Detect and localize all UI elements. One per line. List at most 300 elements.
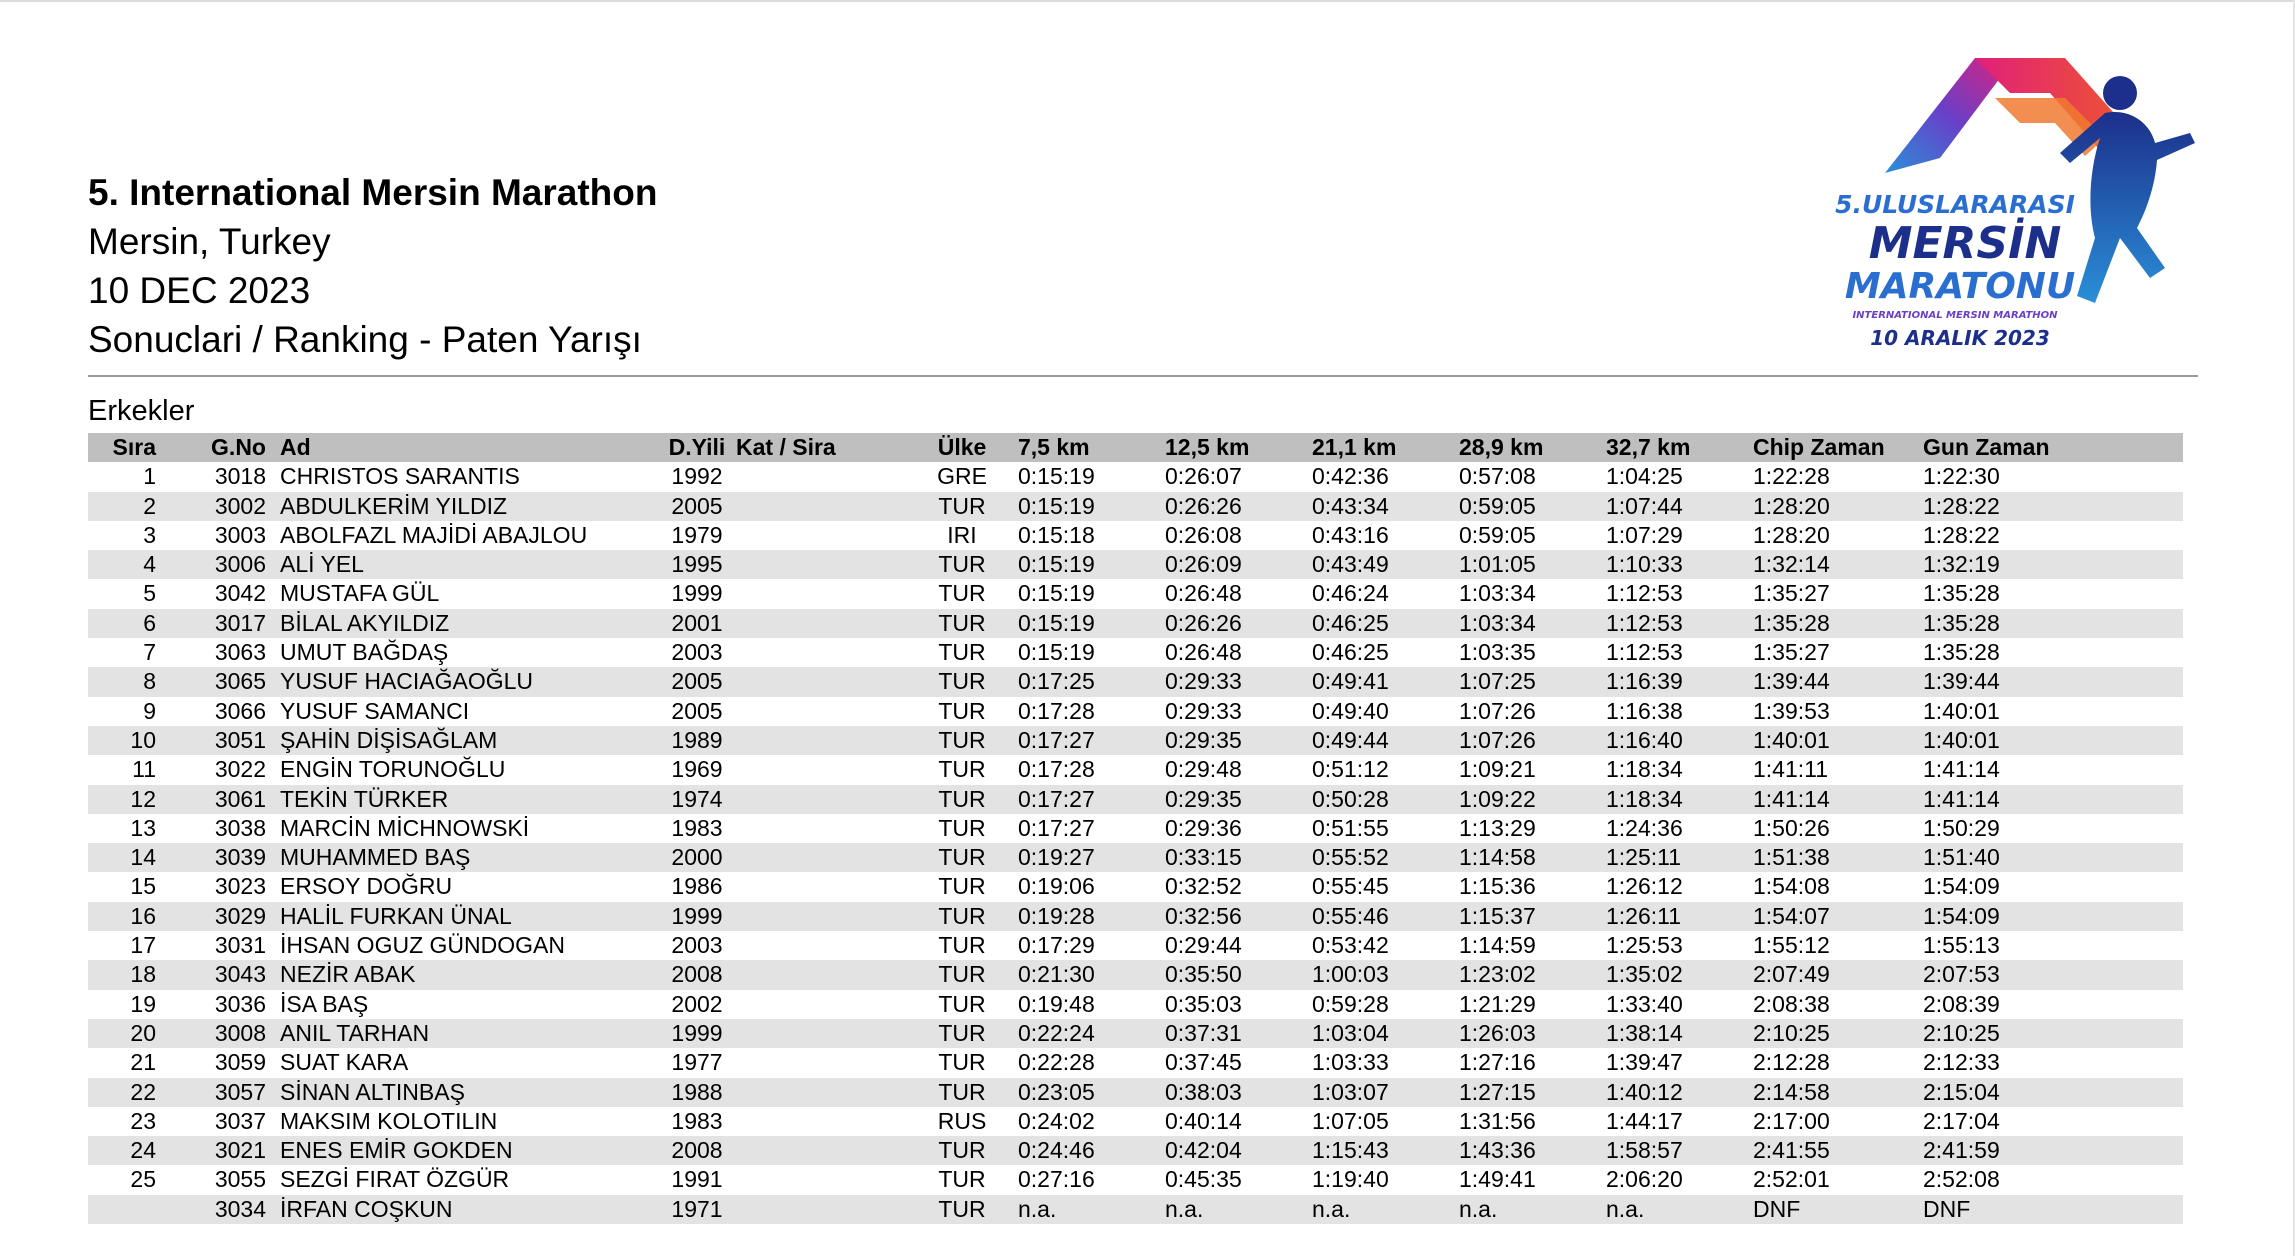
table-row: [88, 755, 2183, 784]
table-row: [88, 931, 2183, 960]
col-category: [736, 609, 906, 638]
col-chip-time: 2:07:49: [1753, 961, 1830, 988]
table-row: [88, 872, 2183, 901]
col-rank: 15: [130, 873, 156, 900]
col-split-12-5: 0:42:04: [1165, 1137, 1242, 1164]
col-split-28-9: 1:31:56: [1459, 1107, 1536, 1134]
table-row: [88, 638, 2183, 667]
col-rank: 20: [130, 1019, 156, 1046]
col-gun-time: 2:17:04: [1923, 1107, 2000, 1134]
col-gun-time: 1:55:13: [1923, 932, 2000, 959]
col-rank: 21: [130, 1049, 156, 1076]
col-name: SUAT KARA: [280, 1049, 409, 1076]
col-split-12-5: 0:26:09: [1165, 551, 1242, 578]
col-name: ABOLFAZL MAJİDİ ABAJLOU: [280, 521, 588, 548]
col-category: [736, 1019, 906, 1048]
col-split-7-5: 0:24:46: [1018, 1137, 1095, 1164]
col-chip-time: 1:28:20: [1753, 521, 1830, 548]
col-split-7-5: 0:24:02: [1018, 1107, 1095, 1134]
col-gun-time: 2:08:39: [1923, 990, 2000, 1017]
col-birth-year: 2000: [671, 844, 723, 871]
col-birth-year-header: D.Yili: [668, 434, 726, 460]
col-birth-year: 1992: [671, 463, 723, 490]
col-split-12-5: 0:26:08: [1165, 521, 1242, 548]
col-country: TUR: [938, 1019, 986, 1046]
col-rank-header: Sıra: [112, 434, 156, 460]
col-split-7-5: 0:15:19: [1018, 492, 1095, 519]
col-country: TUR: [938, 1166, 986, 1193]
col-rank: 2: [143, 492, 156, 519]
col-category: [736, 843, 906, 872]
col-chip-time: 2:12:28: [1753, 1049, 1830, 1076]
col-split-12-5: 0:26:07: [1165, 463, 1242, 490]
col-split-32-7: 1:07:29: [1606, 521, 1683, 548]
col-country: TUR: [938, 990, 986, 1017]
col-name: MUHAMMED BAŞ: [280, 844, 471, 871]
col-split-12-5: 0:26:48: [1165, 580, 1242, 607]
col-split-12-5: 0:29:33: [1165, 697, 1242, 724]
col-birth-year: 1969: [671, 756, 723, 783]
col-category: [736, 1165, 906, 1194]
col-country: IRI: [947, 521, 977, 548]
table-row: [88, 609, 2183, 638]
col-split-28-9: n.a.: [1459, 1195, 1498, 1222]
col-split-21-1: 0:43:49: [1312, 551, 1389, 578]
col-split-32-7: 1:12:53: [1606, 639, 1683, 666]
col-bib: 3017: [214, 609, 266, 636]
col-split-21-1: 0:51:55: [1312, 814, 1389, 841]
col-birth-year: 1988: [671, 1078, 723, 1105]
col-bib: 3065: [214, 668, 266, 695]
col-split-7-5: 0:15:19: [1018, 639, 1095, 666]
col-rank: 23: [130, 1107, 156, 1134]
col-gun-time: 2:52:08: [1923, 1166, 2000, 1193]
col-category: [736, 726, 906, 755]
col-name: NEZİR ABAK: [280, 961, 416, 988]
col-rank: 25: [130, 1166, 156, 1193]
col-gun-time: DNF: [1923, 1195, 1971, 1222]
col-split-21-1: 0:53:42: [1312, 932, 1389, 959]
col-split-21-1: 1:00:03: [1312, 961, 1389, 988]
col-bib: 3039: [214, 844, 266, 871]
col-split-32-7: 1:18:34: [1606, 756, 1683, 783]
col-split-28-9: 1:15:37: [1459, 902, 1536, 929]
col-split-32-7: 1:26:12: [1606, 873, 1683, 900]
col-chip-time: 2:14:58: [1753, 1078, 1830, 1105]
col-split-12-5: 0:35:50: [1165, 961, 1242, 988]
col-split-12-5: 0:29:48: [1165, 756, 1242, 783]
col-birth-year: 2008: [671, 961, 723, 988]
col-gun-time: 1:32:19: [1923, 551, 2000, 578]
col-rank: 19: [130, 990, 156, 1017]
col-split-21-1: n.a.: [1312, 1195, 1351, 1222]
col-name: ALİ YEL: [280, 551, 364, 578]
col-birth-year: 1999: [671, 1019, 723, 1046]
col-split-32-7: n.a.: [1606, 1195, 1645, 1222]
col-category: [736, 697, 906, 726]
col-category: [736, 1048, 906, 1077]
col-category: [736, 1195, 906, 1224]
col-category: [736, 1107, 906, 1136]
col-chip-time: 1:35:27: [1753, 580, 1830, 607]
col-split-12-5: 0:37:31: [1165, 1019, 1242, 1046]
col-category: [736, 1136, 906, 1165]
col-gun-time: 2:12:33: [1923, 1049, 2000, 1076]
col-gun-time: 2:41:59: [1923, 1137, 2000, 1164]
table-row: [88, 990, 2183, 1019]
col-split-21-1: 0:55:52: [1312, 844, 1389, 871]
col-split-7-5-header: 7,5 km: [1018, 434, 1090, 460]
col-name: SİNAN ALTINBAŞ: [280, 1078, 465, 1105]
col-split-28-9: 1:09:21: [1459, 756, 1536, 783]
col-split-32-7: 1:40:12: [1606, 1078, 1683, 1105]
col-split-32-7: 1:39:47: [1606, 1049, 1683, 1076]
col-split-12-5: 0:33:15: [1165, 844, 1242, 871]
col-country: TUR: [938, 814, 986, 841]
col-bib: 3021: [214, 1137, 266, 1164]
col-split-28-9: 1:21:29: [1459, 990, 1536, 1017]
col-country: TUR: [938, 639, 986, 666]
table-row: [88, 726, 2183, 755]
col-split-28-9: 1:03:34: [1459, 609, 1536, 636]
col-gun-time: 1:39:44: [1923, 668, 2000, 695]
col-category: [736, 638, 906, 667]
col-chip-time: 1:39:44: [1753, 668, 1830, 695]
col-split-32-7: 1:12:53: [1606, 580, 1683, 607]
col-birth-year: 2003: [671, 932, 723, 959]
col-bib: 3066: [214, 697, 266, 724]
col-name-header: Ad: [280, 434, 311, 460]
col-split-21-1: 0:55:46: [1312, 902, 1389, 929]
col-category: [736, 755, 906, 784]
col-name: ENES EMİR GOKDEN: [280, 1137, 513, 1164]
col-chip-time: 1:35:28: [1753, 609, 1830, 636]
col-chip-time: 1:39:53: [1753, 697, 1830, 724]
col-split-28-9: 1:13:29: [1459, 814, 1536, 841]
col-country: TUR: [938, 873, 986, 900]
col-split-12-5: 0:29:36: [1165, 814, 1242, 841]
col-rank: 16: [130, 902, 156, 929]
col-split-21-1: 1:03:33: [1312, 1049, 1389, 1076]
col-bib: 3002: [214, 492, 266, 519]
col-category: [736, 902, 906, 931]
col-split-28-9-header: 28,9 km: [1459, 434, 1544, 460]
col-split-21-1: 0:49:41: [1312, 668, 1389, 695]
col-split-28-9: 1:27:16: [1459, 1049, 1536, 1076]
col-country: TUR: [938, 609, 986, 636]
col-name: YUSUF SAMANCI: [280, 697, 470, 724]
col-bib: 3059: [214, 1049, 266, 1076]
results-header: [88, 168, 657, 364]
col-split-21-1: 1:07:05: [1312, 1107, 1389, 1134]
col-country: TUR: [938, 1049, 986, 1076]
col-category: [736, 990, 906, 1019]
col-bib: 3055: [214, 1166, 266, 1193]
col-rank: 13: [130, 814, 156, 841]
col-split-32-7: 1:04:25: [1606, 463, 1683, 490]
col-split-28-9: 1:23:02: [1459, 961, 1536, 988]
col-split-12-5-header: 12,5 km: [1165, 434, 1250, 460]
col-split-7-5: 0:17:25: [1018, 668, 1095, 695]
col-category: [736, 814, 906, 843]
col-split-7-5: 0:19:28: [1018, 902, 1095, 929]
col-chip-time: 2:08:38: [1753, 990, 1830, 1017]
col-country: RUS: [937, 1107, 987, 1134]
col-split-12-5: 0:26:48: [1165, 639, 1242, 666]
col-split-7-5: 0:17:28: [1018, 756, 1095, 783]
col-split-7-5: 0:19:48: [1018, 990, 1095, 1017]
col-country: TUR: [938, 580, 986, 607]
col-split-28-9: 1:26:03: [1459, 1019, 1536, 1046]
table-row: [88, 785, 2183, 814]
col-birth-year: 1974: [671, 785, 723, 812]
results-table-header: [88, 433, 2183, 462]
col-rank: 12: [130, 785, 156, 812]
table-row: [88, 902, 2183, 931]
col-name: CHRISTOS SARANTIS: [280, 463, 520, 490]
col-birth-year: 1995: [671, 551, 723, 578]
col-split-7-5: 0:17:27: [1018, 785, 1095, 812]
col-split-28-9: 1:07:26: [1459, 726, 1536, 753]
col-name: ERSOY DOĞRU: [280, 873, 453, 900]
logo-text-line3: MARATONU: [1844, 266, 2076, 307]
col-birth-year: 2003: [671, 639, 723, 666]
col-rank: 1: [143, 463, 156, 490]
col-split-32-7: 1:26:11: [1606, 902, 1682, 929]
col-split-7-5: 0:15:19: [1018, 551, 1095, 578]
col-split-12-5: 0:40:14: [1165, 1107, 1242, 1134]
col-split-32-7: 1:44:17: [1606, 1107, 1683, 1134]
col-split-12-5: 0:29:33: [1165, 668, 1242, 695]
col-rank: 9: [143, 697, 156, 724]
col-split-32-7: 1:24:36: [1606, 814, 1683, 841]
col-chip-time: DNF: [1753, 1195, 1801, 1222]
col-bib: 3003: [214, 521, 266, 548]
col-chip-time: 2:10:25: [1753, 1019, 1830, 1046]
col-bib: 3034: [214, 1195, 266, 1222]
col-birth-year: 2008: [671, 1137, 723, 1164]
col-split-21-1: 0:49:40: [1312, 697, 1389, 724]
col-gun-time: 1:41:14: [1923, 756, 2000, 783]
col-split-21-1: 0:46:24: [1312, 580, 1389, 607]
col-split-7-5: 0:22:24: [1018, 1019, 1095, 1046]
table-row: [88, 697, 2183, 726]
col-split-12-5: 0:29:44: [1165, 932, 1242, 959]
col-split-32-7-header: 32,7 km: [1606, 434, 1691, 460]
col-birth-year: 2005: [671, 668, 723, 695]
col-split-21-1: 0:59:28: [1312, 990, 1389, 1017]
col-category: [736, 521, 906, 550]
col-rank: 22: [130, 1078, 156, 1105]
col-bib: 3022: [214, 756, 266, 783]
col-split-32-7: 1:38:14: [1606, 1019, 1683, 1046]
header-divider: [88, 375, 2198, 377]
col-gun-time: 1:28:22: [1923, 492, 2000, 519]
col-split-12-5: 0:26:26: [1165, 492, 1242, 519]
col-split-28-9: 1:49:41: [1459, 1166, 1536, 1193]
results-table: [88, 433, 2183, 1224]
col-name: ENGİN TORUNOĞLU: [280, 756, 506, 783]
col-name: HALİL FURKAN ÜNAL: [280, 902, 512, 929]
col-category: [736, 872, 906, 901]
col-country: TUR: [938, 785, 986, 812]
col-gun-time-header: Gun Zaman: [1923, 434, 2050, 460]
col-split-7-5: 0:23:05: [1018, 1078, 1095, 1105]
col-split-28-9: 1:09:22: [1459, 785, 1536, 812]
table-row: [88, 1078, 2183, 1107]
table-row: [88, 462, 2183, 491]
col-split-7-5: 0:17:27: [1018, 726, 1095, 753]
col-split-32-7: 1:12:53: [1606, 609, 1683, 636]
event-location: Mersin, Turkey: [88, 221, 331, 262]
col-gun-time: 2:07:53: [1923, 961, 2000, 988]
table-row: [88, 1048, 2183, 1077]
col-gun-time: 1:41:14: [1923, 785, 2000, 812]
table-row: [88, 843, 2183, 872]
col-birth-year: 1983: [671, 814, 723, 841]
col-gun-time: 1:54:09: [1923, 902, 2000, 929]
col-split-32-7: 1:18:34: [1606, 785, 1683, 812]
col-chip-time: 1:22:28: [1753, 463, 1830, 490]
col-birth-year: 1989: [671, 726, 723, 753]
col-category: [736, 550, 906, 579]
table-row: [88, 1136, 2183, 1165]
col-birth-year: 1979: [671, 521, 723, 548]
col-chip-time: 1:50:26: [1753, 814, 1830, 841]
col-birth-year: 1999: [671, 902, 723, 929]
col-bib: 3037: [214, 1107, 266, 1134]
table-row: [88, 492, 2183, 521]
col-split-12-5: 0:35:03: [1165, 990, 1242, 1017]
col-gun-time: 1:50:29: [1923, 814, 2000, 841]
col-split-28-9: 0:59:05: [1459, 492, 1536, 519]
col-name: İRFAN COŞKUN: [280, 1195, 453, 1222]
col-split-12-5: 0:37:45: [1165, 1049, 1242, 1076]
col-country: TUR: [938, 551, 986, 578]
col-split-28-9: 1:14:58: [1459, 844, 1536, 871]
table-row: [88, 1107, 2183, 1136]
col-split-7-5: 0:17:27: [1018, 814, 1095, 841]
col-split-28-9: 1:07:25: [1459, 668, 1536, 695]
col-birth-year: 2005: [671, 697, 723, 724]
col-bib: 3057: [214, 1078, 266, 1105]
col-birth-year: 1971: [671, 1195, 723, 1222]
col-name: ABDULKERİM YILDIZ: [280, 492, 508, 519]
col-split-28-9: 0:59:05: [1459, 521, 1536, 548]
col-bib: 3031: [214, 932, 266, 959]
logo-text-line5: 10 ARALIK 2023: [1870, 326, 2050, 350]
col-bib: 3043: [214, 961, 266, 988]
col-gun-time: 2:15:04: [1923, 1078, 2000, 1105]
col-country: TUR: [938, 492, 986, 519]
col-split-12-5: 0:45:35: [1165, 1166, 1242, 1193]
col-name: YUSUF HACIAĞAOĞLU: [280, 668, 534, 695]
col-birth-year: 2005: [671, 492, 723, 519]
col-category: [736, 960, 906, 989]
col-country: TUR: [938, 668, 986, 695]
col-gun-time: 2:10:25: [1923, 1019, 2000, 1046]
col-category: [736, 785, 906, 814]
col-bib: 3063: [214, 639, 266, 666]
col-name: ŞAHİN DİŞİSAĞLAM: [280, 726, 498, 753]
col-split-12-5: 0:38:03: [1165, 1078, 1242, 1105]
col-split-32-7: 1:16:38: [1606, 697, 1683, 724]
col-country: TUR: [938, 961, 986, 988]
col-category-header: Kat / Sira: [736, 434, 836, 460]
col-rank: 17: [130, 932, 156, 959]
col-country: GRE: [937, 463, 987, 490]
col-name: SEZGİ FIRAT ÖZGÜR: [280, 1166, 510, 1193]
col-name: İSA BAŞ: [280, 990, 369, 1017]
col-split-7-5: 0:15:19: [1018, 463, 1095, 490]
col-gun-time: 1:35:28: [1923, 609, 2000, 636]
col-country: TUR: [938, 902, 986, 929]
col-bib: 3018: [214, 463, 266, 490]
col-name: TEKİN TÜRKER: [280, 785, 449, 812]
col-birth-year: 1983: [671, 1107, 723, 1134]
col-split-32-7: 1:25:53: [1606, 932, 1683, 959]
col-gun-time: 1:40:01: [1923, 726, 2000, 753]
col-birth-year: 1986: [671, 873, 723, 900]
col-birth-year: 1999: [671, 580, 723, 607]
col-gun-time: 1:35:28: [1923, 639, 2000, 666]
col-bib: 3036: [214, 990, 266, 1017]
col-split-12-5: 0:29:35: [1165, 785, 1242, 812]
col-split-28-9: 1:15:36: [1459, 873, 1536, 900]
table-row: [88, 1195, 2183, 1224]
col-gun-time: 1:28:22: [1923, 521, 2000, 548]
col-category: [736, 931, 906, 960]
col-split-21-1: 1:03:04: [1312, 1019, 1389, 1046]
col-split-21-1: 0:55:45: [1312, 873, 1389, 900]
col-chip-time: 1:55:12: [1753, 932, 1830, 959]
col-birth-year: 1991: [671, 1166, 723, 1193]
col-chip-time: 1:54:08: [1753, 873, 1830, 900]
col-gun-time: 1:22:30: [1923, 463, 2000, 490]
col-split-21-1: 0:42:36: [1312, 463, 1389, 490]
col-bib: 3051: [214, 726, 266, 753]
col-name: MAKSIM KOLOTILIN: [280, 1107, 498, 1134]
col-chip-time: 1:40:01: [1753, 726, 1830, 753]
col-split-28-9: 1:27:15: [1459, 1078, 1536, 1105]
col-country: TUR: [938, 844, 986, 871]
col-rank: 14: [130, 844, 156, 871]
col-split-21-1: 1:03:07: [1312, 1078, 1389, 1105]
col-name: MUSTAFA GÜL: [280, 580, 440, 607]
col-country: TUR: [938, 1078, 986, 1105]
logo-text-line2: MERSİN: [1868, 218, 2062, 269]
col-split-32-7: 1:16:40: [1606, 726, 1683, 753]
col-rank: 3: [143, 521, 156, 548]
col-split-21-1: 1:19:40: [1312, 1166, 1389, 1193]
col-country: TUR: [938, 1195, 986, 1222]
col-gun-time: 1:40:01: [1923, 697, 2000, 724]
table-row: [88, 667, 2183, 696]
col-split-32-7: 1:25:11: [1606, 844, 1682, 871]
col-rank: 4: [143, 551, 156, 578]
col-birth-year: 1977: [671, 1049, 723, 1076]
col-chip-time: 1:51:38: [1753, 844, 1830, 871]
event-date: 10 DEC 2023: [88, 270, 311, 311]
col-split-21-1: 0:46:25: [1312, 609, 1389, 636]
col-bib: 3006: [214, 551, 266, 578]
col-name: UMUT BAĞDAŞ: [280, 639, 449, 666]
table-row: [88, 1165, 2183, 1194]
col-split-28-9: 1:14:59: [1459, 932, 1536, 959]
col-rank: 5: [143, 580, 156, 607]
col-bib: 3023: [214, 873, 266, 900]
col-name: İHSAN OGUZ GÜNDOGAN: [280, 932, 565, 959]
